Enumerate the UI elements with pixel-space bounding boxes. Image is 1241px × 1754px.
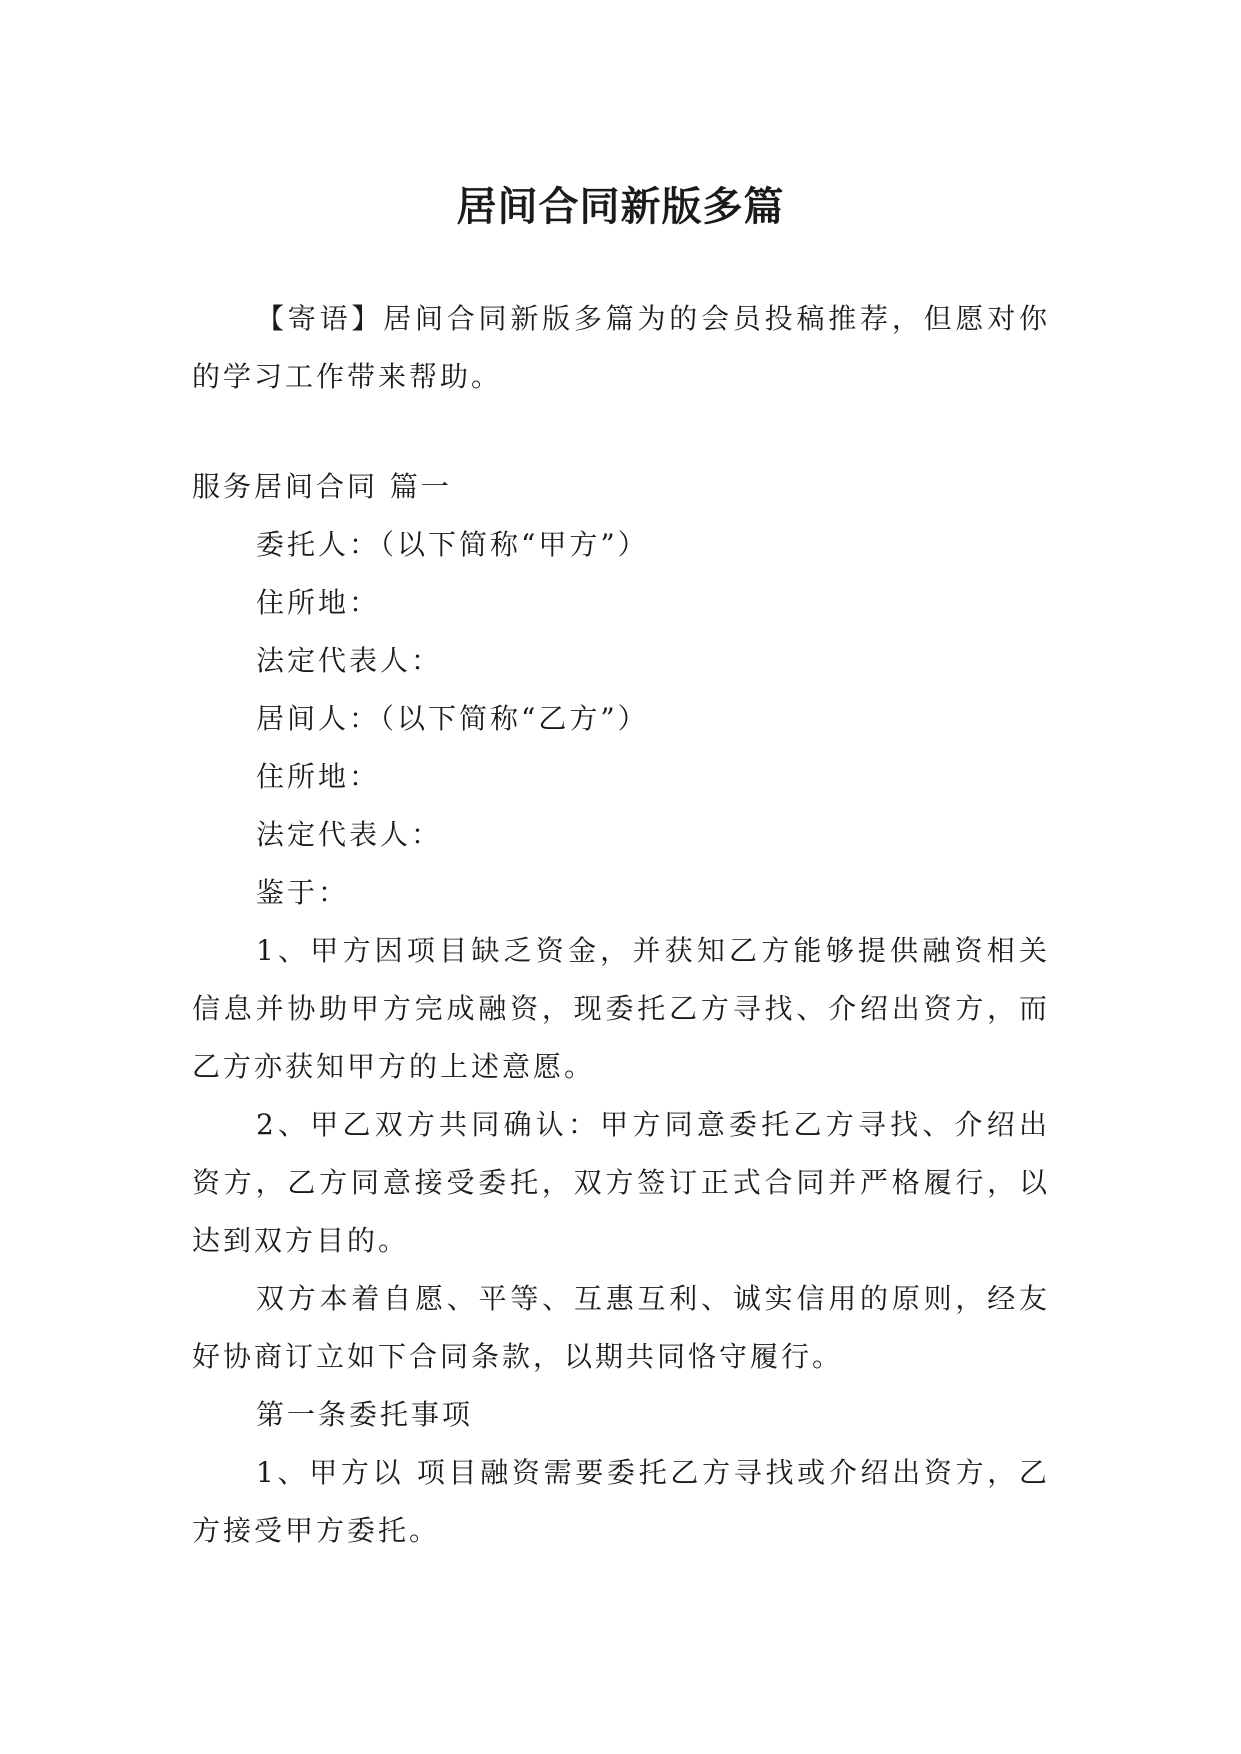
- section-heading: 服务居间合同 篇一: [192, 470, 452, 503]
- paragraph-intermediary-party: 居间人：（以下简称“乙方”）: [256, 702, 649, 735]
- paragraph-entrusting-party: 委托人：（以下简称“甲方”）: [256, 528, 649, 561]
- paragraph-principles: 双方本着自愿、平等、互惠互利、诚实信用的原则，经友好协商订立如下合同条款，以期共同恪守履行。: [192, 1282, 1050, 1373]
- article-1-clause-1: 1、甲方以 项目融资需要委托乙方寻找或介绍出资方，乙方接受甲方委托。: [192, 1456, 1050, 1547]
- article-1-heading: 第一条委托事项: [256, 1398, 474, 1431]
- paragraph-entrusting-address: 住所地：: [256, 586, 381, 619]
- paragraph-intermediary-address: 住所地：: [256, 760, 381, 793]
- paragraph-whereas: 鉴于：: [256, 876, 350, 909]
- paragraph-intermediary-representative: 法定代表人：: [256, 818, 443, 851]
- paragraph-recital-2: 2、甲乙双方共同确认：甲方同意委托乙方寻找、介绍出资方，乙方同意接受委托，双方签订正式合同并严格履行，以达到双方目的。: [192, 1108, 1050, 1257]
- preface-paragraph: 【寄语】居间合同新版多篇为的会员投稿推荐，但愿对你的学习工作带来帮助。: [192, 302, 1050, 393]
- paragraph-entrusting-representative: 法定代表人：: [256, 644, 443, 677]
- document-title: 居间合同新版多篇: [456, 183, 785, 230]
- paragraph-recital-1: 1、甲方因项目缺乏资金，并获知乙方能够提供融资相关信息并协助甲方完成融资，现委托乙方寻找、介绍出资方，而乙方亦获知甲方的上述意愿。: [192, 934, 1050, 1083]
- preface-block: [192, 290, 1050, 406]
- contract-body: [192, 458, 1050, 1560]
